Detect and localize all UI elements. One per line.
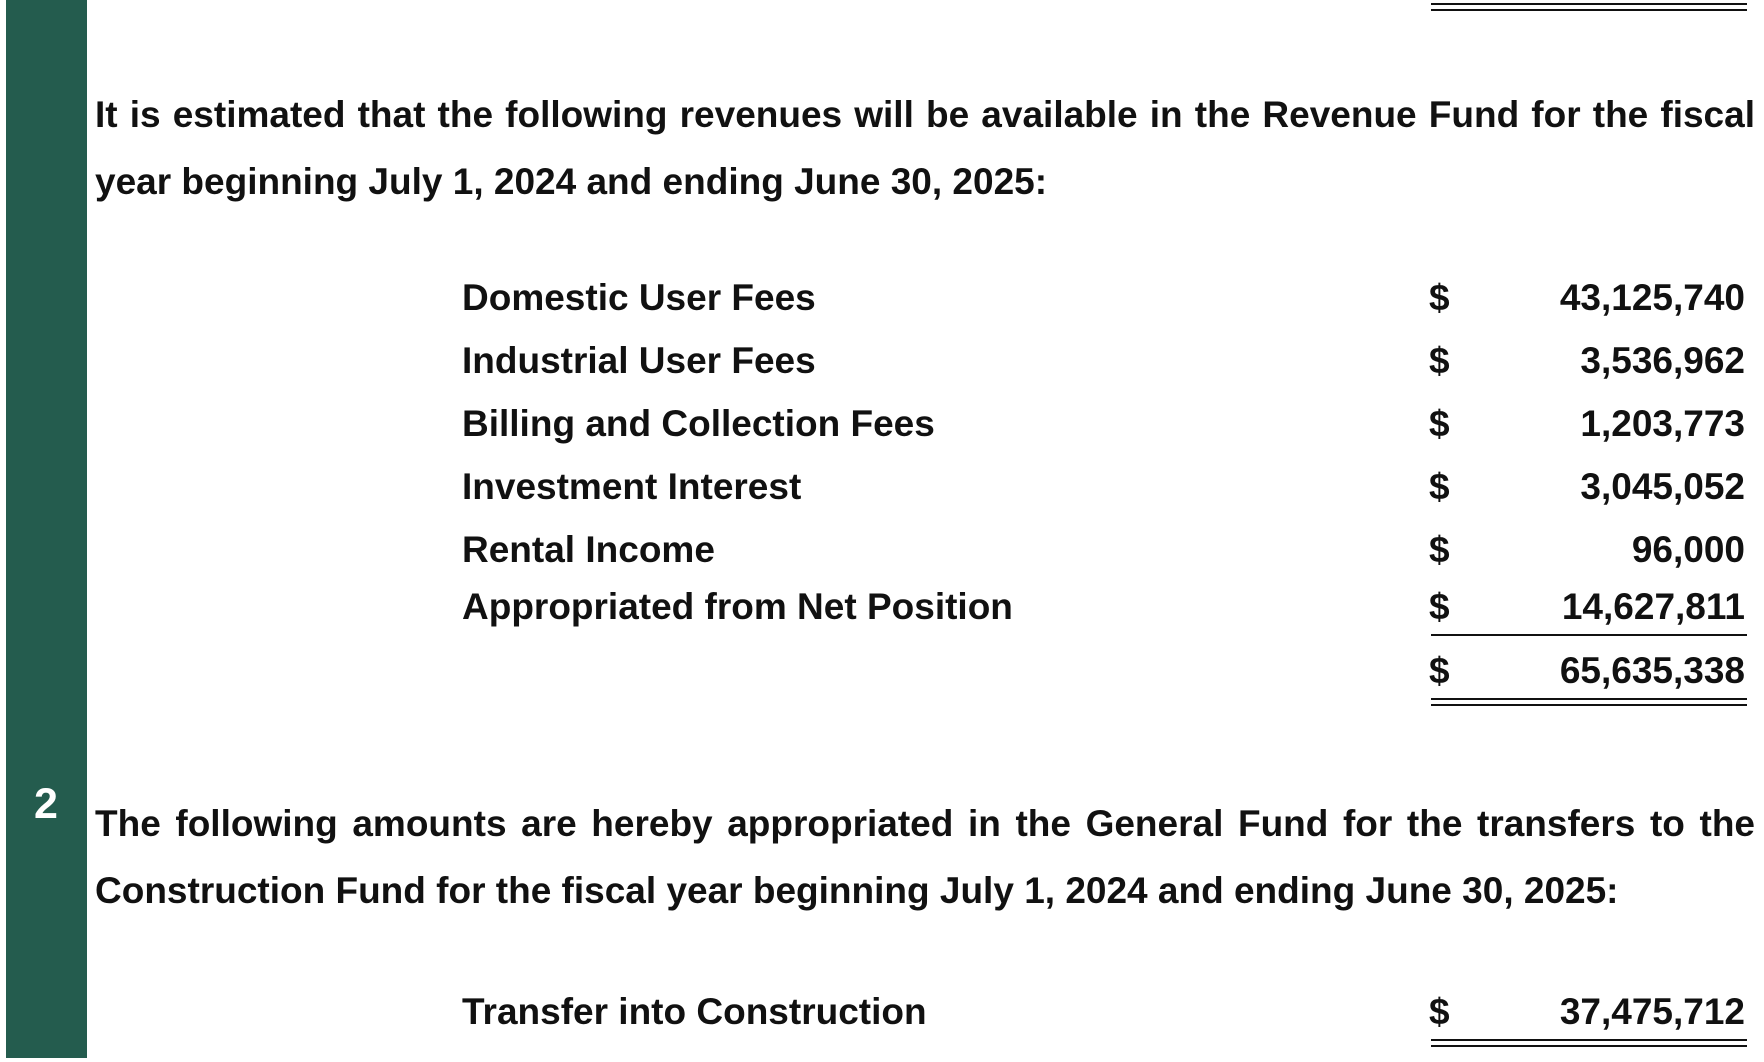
- revenue-amount: 43,125,740: [1559, 277, 1745, 318]
- revenue-row: [0, 398, 1764, 450]
- currency-symbol: $: [1429, 586, 1450, 627]
- revenue-amount: 1,203,773: [1580, 403, 1745, 444]
- revenue-amount: 14,627,811: [1561, 586, 1745, 627]
- currency-symbol: $: [1429, 340, 1450, 381]
- revenue-row: [0, 581, 1764, 633]
- revenue-label: Industrial User Fees: [462, 340, 816, 381]
- revenue-label: Billing and Collection Fees: [462, 403, 935, 444]
- revenue-label: Rental Income: [462, 529, 715, 570]
- revenue-row: [0, 335, 1764, 387]
- revenue-row: [0, 524, 1764, 576]
- total-double-rule: [1431, 698, 1747, 706]
- revenue-intro-paragraph: It is estimated that the following revenues will be available in the Revenue Fund for the fiscal year beginning July 1, 2024 and ending June 30, 2025:: [95, 94, 1755, 202]
- transfer-intro-paragraph: The following amounts are hereby appropriated in the General Fund for the transfers to the Construction Fund for the fiscal year beginning July 1, 2024 and ending June 30, 2025:: [95, 803, 1755, 911]
- section-number: 2: [34, 780, 58, 828]
- transfer-amount: 37,475,712: [1559, 991, 1745, 1032]
- currency-symbol: $: [1429, 529, 1450, 570]
- revenue-row: [0, 272, 1764, 324]
- previous-total-double-rule: [1431, 3, 1747, 11]
- subtotal-rule: [1431, 634, 1747, 636]
- currency-symbol: $: [1429, 991, 1450, 1032]
- revenue-amount: 96,000: [1631, 529, 1745, 570]
- revenue-label: Domestic User Fees: [462, 277, 816, 318]
- currency-symbol: $: [1429, 650, 1450, 691]
- revenue-amount: 3,536,962: [1580, 340, 1745, 381]
- currency-symbol: $: [1429, 466, 1450, 507]
- revenue-label: Appropriated from Net Position: [462, 586, 1013, 627]
- transfer-row: [0, 986, 1764, 1038]
- revenue-row: [0, 461, 1764, 513]
- revenue-label: Investment Interest: [462, 466, 802, 507]
- revenue-total-amount: 65,635,338: [1559, 650, 1745, 691]
- transfer-label: Transfer into Construction: [462, 991, 927, 1032]
- transfer-double-rule: [1431, 1039, 1747, 1047]
- revenue-total-row: [0, 645, 1764, 697]
- revenue-amount: 3,045,052: [1580, 466, 1745, 507]
- currency-symbol: $: [1429, 403, 1450, 444]
- currency-symbol: $: [1429, 277, 1450, 318]
